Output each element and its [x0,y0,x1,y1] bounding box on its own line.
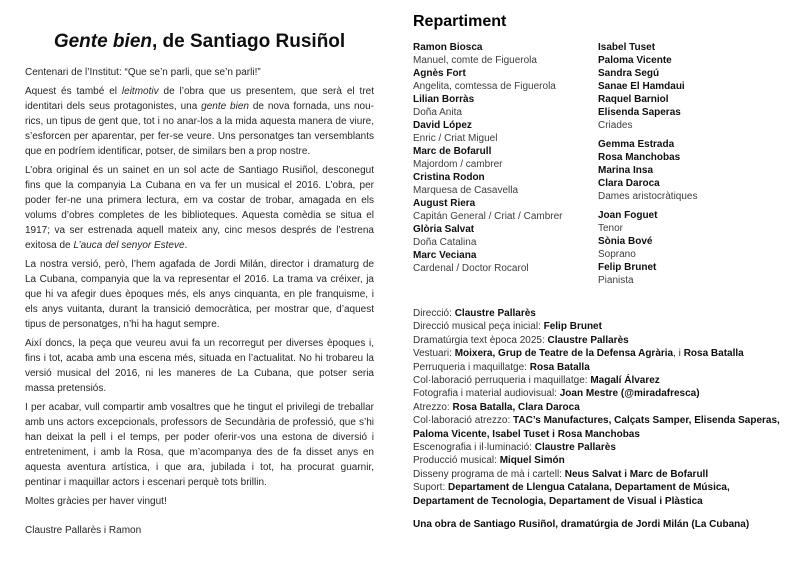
cast-name: Elisenda Saperas [598,107,681,118]
credit-value: Claustre Pallarès [534,442,616,454]
cast-name: Marc Veciana [413,250,477,261]
credit-line [413,441,787,454]
credit-line [413,387,787,400]
cast-name: Sanae El Hamdaui [598,81,685,92]
cast-role: Doña Catalina [413,237,477,248]
credits-list [413,307,787,508]
italic-text: gente bien [201,101,249,112]
paragraph [25,400,374,490]
paragraph [25,84,374,159]
credit-label: Direcció musical peça inicial: [413,321,544,333]
credit-label: Fotografia i material audiovisual: [413,388,560,400]
cast-name: Sònia Bové [598,236,653,247]
credit-line [413,334,787,347]
paragraph [25,494,374,509]
paragraph [25,336,374,396]
body-text: Centenari de l’Institut: “Que se’n parli, que se’n parli!” [25,67,261,78]
cast-name: Lilian Borràs [413,94,475,105]
credit-line [413,481,787,508]
program-footer: Una obra de Santiago Rusiñol, dramatúrgia de Jordi Milán (La Cubana) [413,519,750,531]
italic-text: leitmotiv [121,86,159,97]
credit-value: Neus Salvat i Marc de Bofarull [564,468,709,480]
cast-role: Majordom / cambrer [413,159,503,170]
cast-group [413,41,598,275]
credit-label: Producció musical: [413,455,500,467]
credit-value: Rosa Batalla [529,361,590,373]
body-text: de l’obra que us presentem, que serà el tret identitari dels seus protagonistes, una [25,86,374,112]
credit-label: , i [673,348,684,360]
cast-name: Felip Brunet [598,262,657,273]
signature: Claustre Pallarès i Ramon [25,525,142,536]
page-title [25,30,374,53]
cast-name: Isabel Tuset [598,42,656,53]
credit-label: Escenografia i il·luminació: [413,442,535,454]
credit-line [413,320,787,333]
cast-column-1 [413,41,598,287]
cast-heading: Repartiment [413,13,507,30]
cast-name: Ramon Biosca [413,42,483,53]
credit-value: Joan Mestre (@miradafresca) [559,388,700,400]
credit-value: Moixera, Grup de Teatre de la Defensa Agrària [454,348,674,360]
credit-line [413,361,787,374]
cast-role: Dames aristocràtiques [598,191,698,202]
credit-label: Vestuari: [413,348,455,360]
paragraph [25,65,374,80]
cast-name: Sandra Segú [598,68,660,79]
credit-line [413,414,787,441]
cast-role: Criades [598,120,633,131]
cast-group [598,209,787,287]
cast-role: Doña Anita [413,107,462,118]
cast-role: Manuel, comte de Figuerola [413,55,537,66]
cast-group [598,41,787,132]
cast-columns [413,41,787,287]
cast-name: Raquel Barniol [598,94,669,105]
body-text: Aquest és també el [25,86,122,97]
credit-value: Magalí Álvarez [590,375,660,387]
right-column [413,12,787,531]
credit-label: Disseny programa de mà i cartell: [413,468,565,480]
credit-value: Claustre Pallarès [547,334,629,346]
paragraph [25,257,374,332]
cast-role: Capitán General / Criat / Cambrer [413,211,563,222]
cast-name: Agnès Fort [413,68,466,79]
cast-role: Tenor [598,223,624,234]
credit-value: Miquel Simón [499,455,565,467]
credit-line [413,347,787,360]
cast-name: Marina Insa [598,165,654,176]
paragraph [25,163,374,253]
cast-name: Clara Daroca [598,178,660,189]
cast-name: Cristina Rodon [413,172,485,183]
body-text: La nostra versió, però, l’hem agafada de Jordi Milán, director i dramaturg de La Cubana, companyia que la va representar el 2016. La trama va créixer, ja que hi va afegir dues èpoques més, els anys cinquanta, en ple franquisme, i els anys vuitanta, durant la transició democràtica, per mostrar que, d’aquest tipus de personatges, n’hi ha hagut sempre. [25,259,374,330]
credit-line [413,454,787,467]
body-text: Així doncs, la peça que veureu avui fa un recorregut per diverses èpoques i, fins i tot, acaba amb una escena més, situada en l’actualitat. No hi trobareu la versió musical del 2016, ni les maneres de La Cubana, que potser seria massa pretensiós. [25,338,374,394]
credit-label: Atrezzo: [413,401,453,413]
cast-role: Cardenal / Doctor Rocarol [413,263,529,274]
cast-role: Marquesa de Casavella [413,185,519,196]
credit-label: Perruqueria i maquillatge: [413,361,530,373]
title-work-name: Gente bien [53,31,152,52]
cast-name: August Riera [413,198,476,209]
body-text: Moltes gràcies per haver vingut! [25,496,167,507]
credit-value: Rosa Batalla [683,348,744,360]
credit-label: Col·laboració perruqueria i maquillatge: [413,375,591,387]
credit-value: Felip Brunet [543,321,602,333]
body-text: . [184,240,188,251]
cast-role: Angelita, comtessa de Figuerola [413,81,556,92]
cast-role: Enric / Criat Miguel [413,133,498,144]
credit-line [413,307,787,320]
body-text: L’obra original és un sainet en un sol acte de Santiago Rusiñol, desconegut fins que la companyia La Cubana en va fer un musical el 2016. L’obra, per poder fer-ne una primera lectura, em va costar de trobar, amagada en els volums d’obres completes de les biblioteques. Aquesta comèdia se situa el 1917; va ser estrenada aquell mateix any, cinc mesos després de l’estrena exitosa de [25,165,374,251]
intro-paragraphs [25,65,374,509]
credit-value: Rosa Batalla, Clara Daroca [452,401,580,413]
cast-name: David López [413,120,472,131]
credit-label: Direcció: [413,308,455,319]
cast-name: Glòria Salvat [413,224,475,235]
credit-line [413,468,787,481]
cast-name: Marc de Bofarull [413,146,492,157]
title-author: , de Santiago Rusiñol [152,31,346,52]
credit-line [413,374,787,387]
credit-label: Dramatúrgia text època 2025: [413,334,548,346]
cast-role: Pianista [598,275,634,286]
credit-value: Claustre Pallarès [454,308,536,319]
body-text: I per acabar, vull compartir amb vosaltres que he tingut el privilegi de treballar amb uns actors excepcionals, professors de Secundària de professió, que s’hi han deixat la pell i el temps, per poder oferir-vos una estona de diversió i entreteniment, i amb la Rosa, que m’acompanya des de fa disset anys en aquesta aventura artística, i que ara, jubilada i tot, ha procurat guarnir, pentinar i maquillar actors i escenari perquè tots brillin. [25,402,374,488]
cast-name: Gemma Estrada [598,139,675,150]
cast-name: Rosa Manchobas [598,152,681,163]
cast-group [598,138,787,203]
credit-label: Suport: [413,482,449,494]
credit-value: TAC’s Manufactures, Calçats Samper, Elisenda Saperas, Paloma Vicente, Isabel Tuset i Rosa Manchobas [413,415,780,440]
credit-line [413,401,787,414]
body-text: de nova fornada, uns nou-rics, un tipus de gent que, tot i no anar-los a la mida aquesta manera de viure, s’esforcen per aparentar, per fer-se veure. Uns personatges tan versemblants que en podríem identificar, potser, de similars ben a prop nostre. [25,101,374,157]
cast-role: Soprano [598,249,636,260]
left-column [25,30,374,538]
cast-column-2 [598,41,787,287]
cast-name: Paloma Vicente [598,55,672,66]
credit-label: Col·laboració atrezzo: [413,415,514,427]
cast-name: Joan Foguet [598,210,658,221]
italic-text: L’auca del senyor Esteve [73,240,185,251]
credit-value: Departament de Llengua Catalana, Departament de Música, Departament de Tecnologia, Departament de Visual i Plàstica [413,482,730,507]
